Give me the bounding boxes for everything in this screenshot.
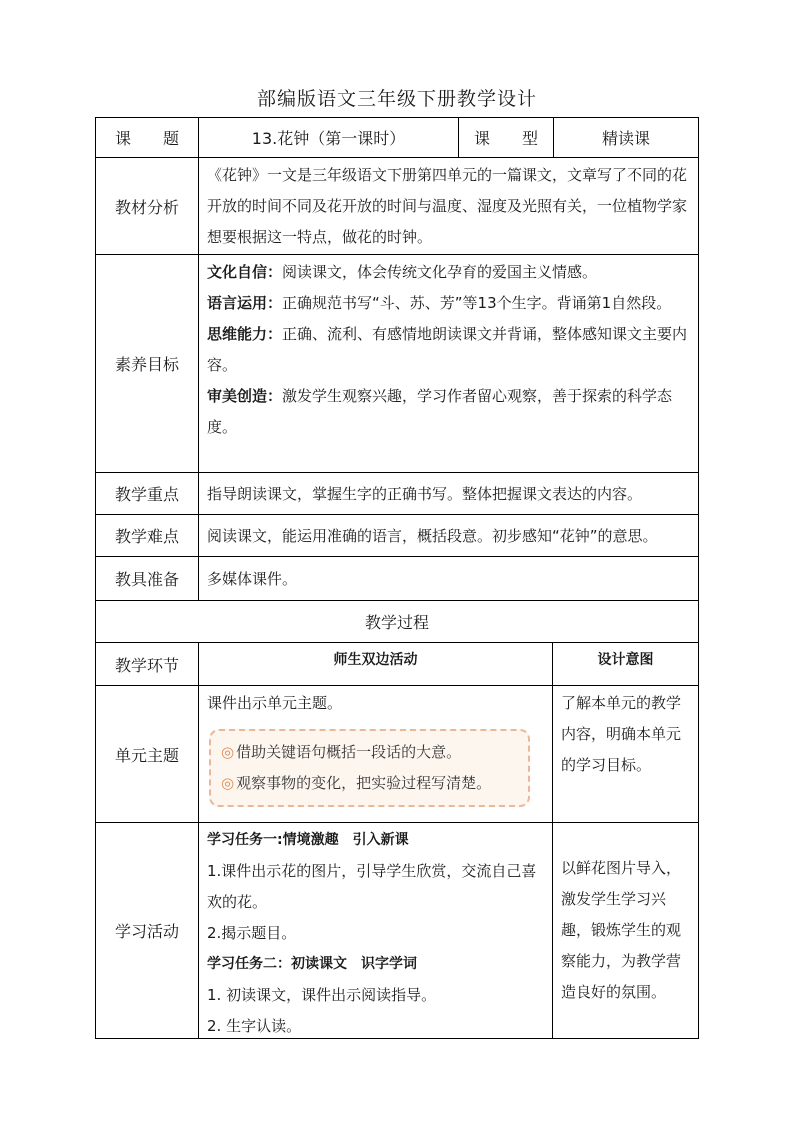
key-points-text: 指导朗读课文，掌握生字的正确书写。整体把握课文表达的内容。 (198, 473, 698, 514)
unit-theme-activity-cell (198, 686, 552, 822)
key-points-row (95, 472, 699, 514)
analysis-row (95, 157, 699, 254)
analysis-label: 教材分析 (114, 197, 179, 217)
goals-row (95, 254, 699, 472)
analysis-text: 《花钟》一文是三年级语文下册第四单元的一篇课文，文章写了不同的花开放的时间不同及花开放的时间与温度、湿度及光照有关，一位植物学家想要根据这一特点，做花的时钟。 (198, 158, 698, 254)
goal-key: 文化自信： (207, 263, 283, 281)
goal-text: 阅读课文，体会传统文化孕育的爱国主义情感。 (282, 263, 598, 281)
unit-theme-callout (209, 729, 530, 807)
process-heading-row (95, 600, 699, 642)
difficulties-row (95, 514, 699, 556)
unit-theme-label: 单元主题 (114, 745, 179, 765)
column-activity: 师生双边活动 (198, 643, 552, 685)
goals-list (198, 255, 698, 472)
difficulties-text: 阅读课文，能运用准确的语言，概括段意。初步感知“花钟”的意思。 (198, 515, 698, 556)
lesson-plan-table (95, 117, 699, 1039)
callout-item: ◎ 借助关键语句概括一段话的大意。 (221, 743, 462, 761)
document-title: 部编版语文三年级下册教学设计 (256, 88, 537, 110)
learning-intent: 以鲜花图片导入，激发学生学习兴趣，锻炼学生的观察能力，为教学营造良好的氛围。 (552, 823, 698, 1038)
goals-label: 素养目标 (114, 355, 179, 374)
header-row (95, 117, 699, 157)
goal-text: 正确规范书写“斗、苏、芳”等13个生字。背诵第1自然段。 (282, 294, 672, 312)
tools-text: 多媒体课件。 (198, 557, 698, 600)
key-points-label: 教学重点 (114, 485, 179, 504)
unit-theme-activity: 课件出示单元主题。 (207, 694, 343, 712)
learning-step: 1.课件出示花的图片，引导学生欣赏，交流自己喜欢的花。 (207, 862, 537, 911)
goal-text: 激发学生观察兴趣，学习作者留心观察，善于探索的科学态度。 (207, 387, 673, 436)
goal-text: 正确、流利、有感情地朗读课文并背诵，整体感知课文主要内容。 (207, 325, 688, 374)
type-label: 课 型 (458, 118, 553, 157)
topic-value: 13.花钟（第一课时） (198, 118, 458, 157)
tools-row (95, 556, 699, 600)
goal-item (207, 381, 690, 443)
goal-key: 思维能力： (207, 325, 283, 343)
process-heading: 教学过程 (364, 613, 429, 632)
process-columns-row (95, 642, 699, 685)
learning-step: 1. 初读课文，课件出示阅读指导。 (207, 986, 437, 1004)
column-stage: 教学环节 (114, 655, 179, 675)
difficulties-label: 教学难点 (114, 527, 179, 546)
unit-theme-row (95, 685, 699, 822)
column-intent: 设计意图 (552, 643, 698, 685)
bullet-circle-icon: ◎ (221, 743, 235, 761)
task-two-title: 学习任务二：初读课文 识字学词 (207, 956, 417, 972)
bullet-circle-icon: ◎ (221, 774, 235, 792)
learning-step: 2. 生字认读。 (207, 1017, 302, 1035)
tools-label: 教具准备 (114, 570, 179, 589)
learning-label: 学习活动 (114, 922, 179, 941)
goal-item (207, 288, 690, 319)
callout-item: ◎ 观察事物的变化，把实验过程写清楚。 (221, 774, 492, 792)
unit-theme-intent: 了解本单元的教学内容，明确本单元的学习目标。 (552, 686, 698, 822)
task-one-title: 学习任务一:情境激趣 引入新课 (207, 832, 409, 848)
type-value: 精读课 (553, 118, 698, 157)
topic-label: 课 题 (114, 129, 179, 148)
goal-item (207, 319, 690, 381)
goal-item (207, 257, 690, 288)
learning-activity-cell (198, 823, 552, 1038)
goal-key: 审美创造： (207, 387, 283, 405)
learning-step: 2.揭示题目。 (207, 924, 297, 942)
goal-key: 语言运用： (207, 294, 283, 312)
learning-row (95, 822, 699, 1039)
